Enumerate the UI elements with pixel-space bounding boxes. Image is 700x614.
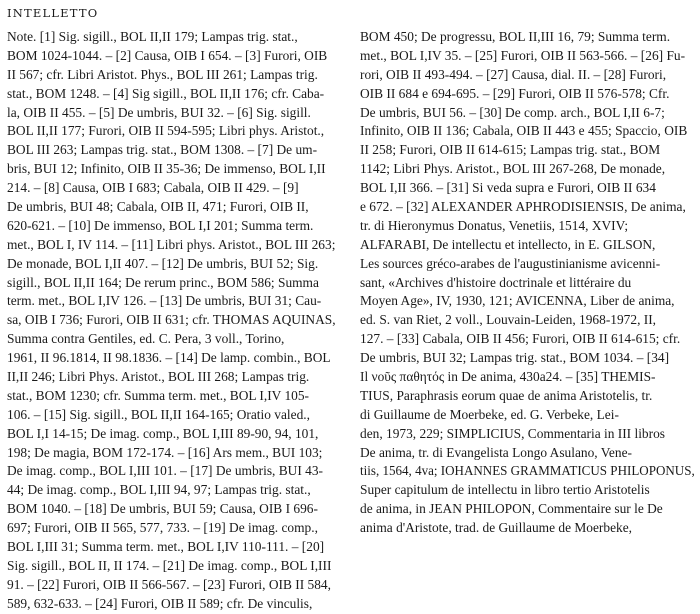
note-line: 697; Furori, OIB II 565, 577, 733. – [19] De imag. comp., (7, 520, 318, 536)
note-line: BOL I,II 366. – [31] Si veda supra e Furori, OIB II 634 (360, 180, 656, 196)
note-line: stat., BOM 1248. – [4] Sig sigill., BOL II,II 176; cfr. Caba- (7, 85, 325, 101)
note-line: BOL I,I 14-15; De imag. comp., BOL I,III 89-90, 94, 101, (7, 425, 319, 441)
note-line: sant, «Archives d'histoire doctrinale et littéraire du (360, 274, 632, 290)
note-line: De umbris, BUI 48; Cabala, OIB II, 471; Furori, OIB II, (7, 199, 309, 215)
note-line: II 567; cfr. Libri Aristot. Phys., BOL III 261; Lampas trig. (7, 66, 318, 82)
note-line: 1961, II 96.1814, II 98.1836. – [14] De lamp. combin., BOL (7, 350, 331, 366)
note-line: 127. – [33] Cabala, OIB II 456; Furori, OIB II 614-615; cfr. (360, 331, 681, 347)
note-line: rori, OIB II 493-494. – [27] Causa, dial. II. – [28] Furori, (360, 66, 667, 82)
note-line: Sig. sigill., BOL II, II 174. – [21] De imag. comp., BOL I,III (7, 557, 332, 573)
note-line: sa, OIB I 736; Furori, OIB II 631; cfr. THOMAS AQUINAS, (7, 312, 336, 328)
note-line: BOM 450; De progressu, BOL II,III 16, 79; Summa term. (360, 29, 671, 44)
note-line: 106. – [15] Sig. sigill., BOL II,II 164-165; Oratio valed., (7, 406, 310, 422)
note-line: stat., BOM 1230; cfr. Summa term. met., BOL I,IV 105- (7, 387, 310, 403)
note-line: 44; De imag. comp., BOL I,III 94, 97; Lampas trig. stat., (7, 482, 311, 498)
note-line: tr. di Hieronymus Donatus, Venetiis, 1514, XVIV; (360, 217, 629, 233)
note-line: 1142; Libri Phys. Aristot., BOL III 267-268, De monade, (360, 161, 666, 177)
note-line: e 672. – [32] ALEXANDER APHRODISIENSIS, De anima, (360, 199, 686, 215)
note-line: De anima, tr. di Evangelista Longo Asulano, Vene- (360, 444, 632, 460)
note-line: De monade, BOL I,II 407. – [12] De umbris, BUI 52; Sig. (7, 255, 319, 271)
note-line: De umbris, BUI 32; Lampas trig. stat., BOM 1034. – [34] (360, 350, 670, 366)
note-line: de anima, in JEAN PHILOPON, Commentaire sur le De (360, 501, 663, 517)
note-line: met., BOL I, IV 114. – [11] Libri phys. Aristot., BOL III 263; (7, 236, 336, 252)
note-line: ed. S. van Riet, 2 voll., Louvain-Leiden, 1968-1972, II, (360, 312, 657, 328)
note-line: den, 1973, 229; SIMPLICIUS, Commentaria in III libros (360, 425, 665, 441)
note-line: term. met., BOL I,IV 126. – [13] De umbris, BUI 31; Cau- (7, 293, 322, 309)
note-line: BOM 1024-1044. – [2] Causa, OIB I 654. – [3] Furori, OIB (7, 47, 328, 63)
note-line: Summa contra Gentiles, ed. C. Pera, 3 voll., Torino, (7, 331, 285, 347)
note-line: Il νοῦς παθητός in De anima, 430a24. – [35] THEMIS- (360, 369, 656, 385)
note-line: 198; De magia, BOM 172-174. – [16] Ars mem., BUI 103; (7, 444, 323, 460)
note-line: Moyen Age», IV, 1930, 121; AVICENNA, Liber de anima, (360, 293, 675, 309)
note-line: BOL I,III 31; Summa term. met., BOL I,IV 110-111. – [20] (7, 539, 325, 555)
note-line: 620-621. – [10] De immenso, BOL I,I 201; Summa term. (7, 217, 314, 233)
note-line: Note. [1] Sig. sigill., BOL II,II 179; Lampas trig. stat., (7, 29, 298, 44)
note-line: 589, 632-633. – [24] Furori, OIB II 589; cfr. De vinculis, (7, 595, 313, 611)
note-line: II 258; Furori, OIB II 614-615; Lampas trig. stat., BOM (360, 142, 661, 158)
note-line: Super capitulum de intellectu in libro tertio Aristotelis (360, 482, 650, 498)
note-line: bris, BUI 12; Infinito, OIB II 35-36; De immenso, BOL I,II (7, 161, 326, 177)
note-line: BOM 1040. – [18] De umbris, BUI 59; Causa, OIB I 696- (7, 501, 318, 517)
note-line: II,II 246; Libri Phys. Aristot., BOL III 268; Lampas trig. (7, 369, 310, 385)
note-line: OIB II 684 e 694-695. – [29] Furori, OIB II 576-578; Cfr. (360, 85, 670, 101)
note-line: di Guillaume de Moerbeke, ed. G. Verbeke, Lei- (360, 406, 619, 422)
note-line: Les sources gréco-arabes de l'augustinianisme avicenni- (360, 255, 661, 271)
note-line: met., BOL I,IV 35. – [25] Furori, OIB II 563-566. – [26] Fu- (360, 47, 686, 63)
note-line: De umbris, BUI 56. – [30] De comp. arch., BOL I,II 6-7; (360, 104, 665, 120)
note-line: BOL II,II 177; Furori, OIB II 594-595; Libri phys. Aristot., (7, 123, 325, 139)
notes-column-right (360, 28, 695, 538)
note-line: anima d'Aristote, trad. de Guillaume de Moerbeke, (360, 520, 632, 536)
note-line: De imag. comp., BOL I,III 101. – [17] De umbris, BUI 43- (7, 463, 323, 479)
notes-column-left (7, 28, 342, 614)
note-line: tiis, 1564, 4va; IOHANNES GRAMMATICUS PHILOPONUS, (360, 463, 695, 479)
note-line: BOL III 263; Lampas trig. stat., BOM 1308. – [7] De um- (7, 142, 318, 158)
note-line: 91. – [22] Furori, OIB II 566-567. – [23] Furori, OIB II 584, (7, 576, 331, 592)
note-line: 214. – [8] Causa, OIB I 683; Cabala, OIB II 429. – [9] (7, 180, 299, 196)
note-line: sigill., BOL II,II 164; De rerum princ., BOM 586; Summa (7, 274, 319, 290)
note-line: ALFARABI, De intellectu et intellecto, in E. GILSON, (360, 236, 656, 252)
note-line: TIUS, Paraphrasis eorum quae de anima Aristotelis, tr. (360, 387, 653, 403)
running-head: INTELLETTO (7, 6, 99, 20)
note-line: Infinito, OIB II 136; Cabala, OIB II 443 e 455; Spaccio, OIB (360, 123, 688, 139)
note-line: la, OIB II 455. – [5] De umbris, BUI 32. – [6] Sig. sigill. (7, 104, 311, 120)
